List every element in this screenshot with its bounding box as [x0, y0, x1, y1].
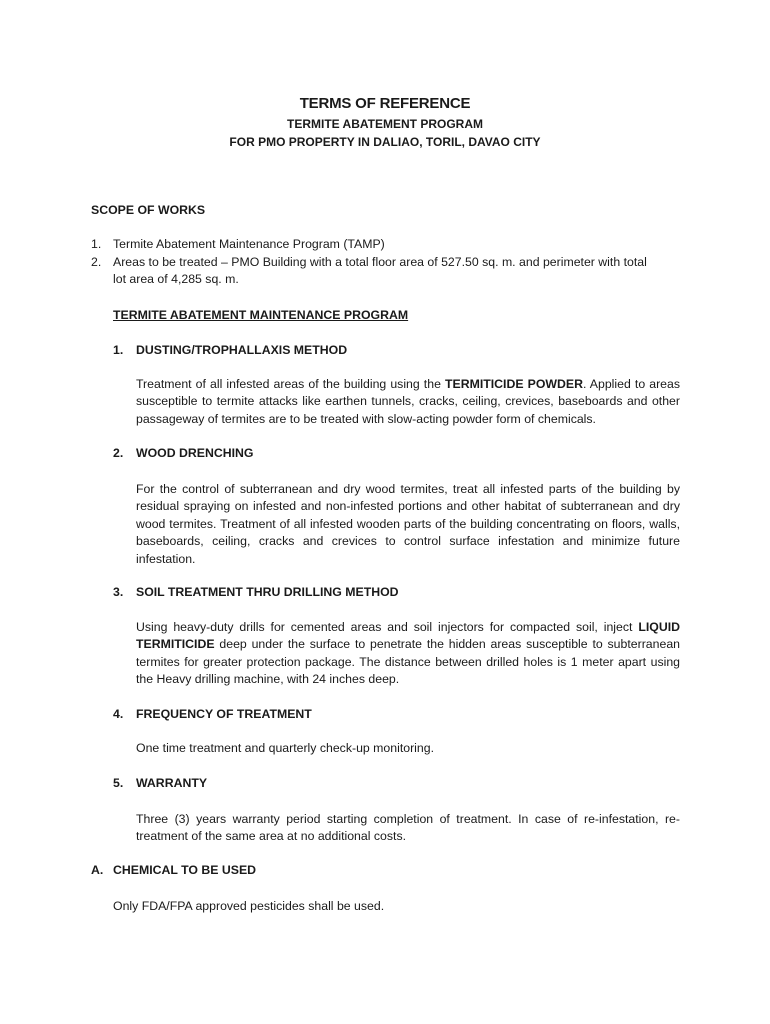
scope-heading: SCOPE OF WORKS	[91, 203, 206, 217]
section-4-heading	[113, 707, 312, 721]
section-1-number: 1.	[113, 343, 124, 357]
chemical-title: CHEMICAL TO BE USED	[113, 863, 257, 877]
section-1-paragraph	[136, 376, 680, 428]
section-3-number: 3.	[113, 585, 124, 599]
section-1-text-bold: TERMITICIDE POWDER	[445, 377, 583, 391]
chemical-heading	[91, 863, 256, 877]
section-3-paragraph	[136, 619, 680, 689]
scope-item-1-number: 1.	[91, 237, 102, 251]
section-2-heading	[113, 446, 254, 460]
section-5-title: WARRANTY	[136, 776, 208, 790]
scope-item-1-text: Termite Abatement Maintenance Program (TAMP)	[113, 237, 385, 251]
section-1-text-b: . Applied to areas susceptible to termite attacks like earthen tunnels, cracks, ceiling, crevices, baseboards and other passageway of termites are to be treated with slow-acting powder form of chemicals.	[136, 377, 680, 426]
section-1-text-a: Treatment of all infested areas of the building using the	[136, 377, 445, 391]
section-3-heading	[113, 585, 399, 599]
section-4-number: 4.	[113, 707, 124, 721]
section-3-text-b: deep under the surface to penetrate the hidden areas susceptible to subterranean termites for greater protection package. The distance between drilled holes is 1 meter apart using the Heavy drilling machine, with 24 inches deep.	[136, 637, 680, 687]
scope-item-2-continuation: lot area of 4,285 sq. m.	[113, 272, 239, 286]
document-subtitle-location: FOR PMO PROPERTY IN DALIAO, TORIL, DAVAO CITY	[229, 135, 541, 149]
document-title: TERMS OF REFERENCE	[299, 95, 471, 112]
section-2-paragraph: For the control of subterranean and dry wood termites, treat all infested parts of the building by residual spraying on infested and non-infested portions and other habitat of subterranean and dry wood termites. Treatment of all infested wooden parts of the building concentrating on floors, walls, baseboards, ceiling, cracks and crevices to control surface infestation and minimize future infestation.	[136, 482, 680, 566]
scope-item-2-text: Areas to be treated – PMO Building with a total floor area of 527.50 sq. m. and perimeter with total	[113, 255, 647, 269]
chemical-paragraph: Only FDA/FPA approved pesticides shall be used.	[113, 899, 385, 913]
section-3-text-bold: LIQUID TERMITICIDE	[136, 620, 680, 652]
section-1-heading	[113, 343, 347, 357]
section-4-paragraph: One time treatment and quarterly check-up monitoring.	[136, 741, 435, 755]
scope-item-2	[91, 255, 647, 269]
section-4-title: FREQUENCY OF TREATMENT	[136, 707, 312, 721]
document-subtitle-program: TERMITE ABATEMENT PROGRAM	[287, 117, 483, 131]
section-5-heading	[113, 776, 207, 790]
section-2-title: WOOD DRENCHING	[136, 446, 254, 460]
section-1-title: DUSTING/TROPHALLAXIS METHOD	[136, 343, 348, 357]
section-3-title: SOIL TREATMENT THRU DRILLING METHOD	[136, 585, 399, 599]
section-2-number: 2.	[113, 446, 124, 460]
scope-item-1	[91, 237, 385, 251]
section-5-paragraph: Three (3) years warranty period starting completion of treatment. In case of re-infestation, re-treatment of the same area at no additional costs.	[136, 812, 680, 844]
section-3-text-a: Using heavy-duty drills for cemented areas and soil injectors for compacted soil, inject	[136, 620, 639, 634]
section-5-number: 5.	[113, 776, 124, 790]
chemical-letter: A.	[91, 863, 104, 877]
program-heading: TERMITE ABATEMENT MAINTENANCE PROGRAM	[113, 308, 409, 322]
scope-item-2-number: 2.	[91, 255, 102, 269]
